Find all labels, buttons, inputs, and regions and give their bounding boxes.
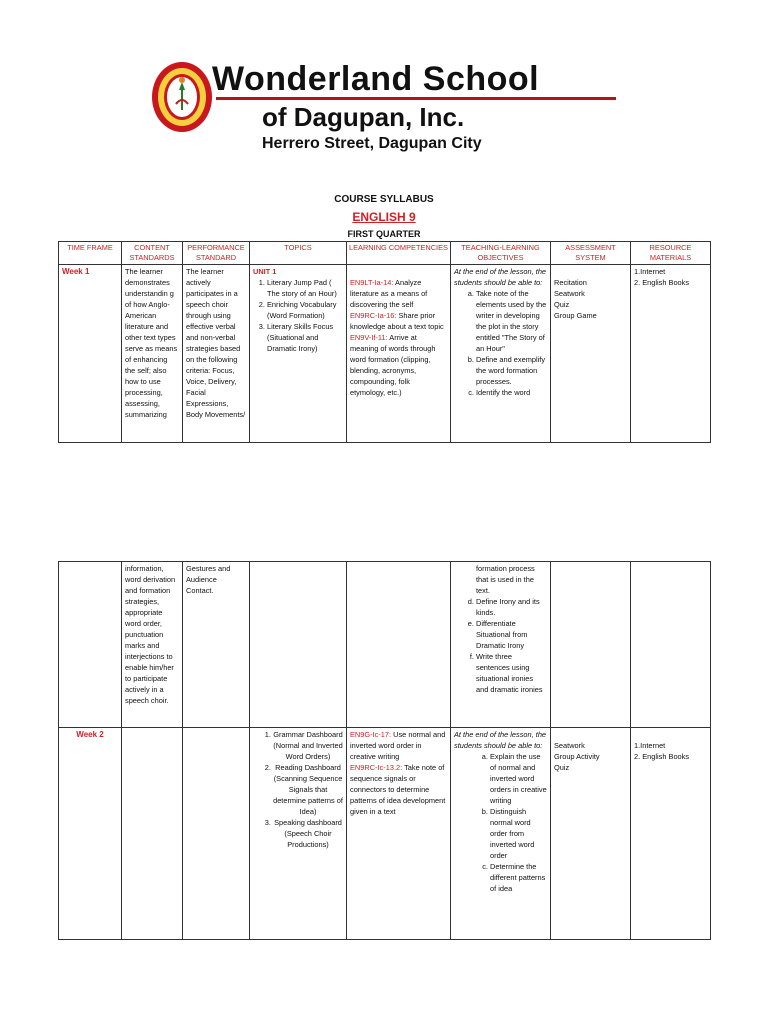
- resource-item: 2. English Books: [634, 278, 690, 287]
- week1-objective-list: [454, 288, 547, 398]
- week1-objective-list-cont: [454, 596, 547, 695]
- header-teaching-objectives: TEACHING-LEARNING OBJECTIVES: [451, 242, 551, 265]
- objectives-intro: At the end of the lesson, the students should be able to:: [454, 730, 547, 750]
- syllabus-title: COURSE SYLLABUS: [334, 194, 434, 205]
- list-item: f. Write three sentences using situational ironies and dramatic ironies: [476, 651, 547, 695]
- competency-item: [350, 332, 447, 398]
- list-item: c. Identify the word: [476, 387, 547, 398]
- assessment-item: Group Activity: [554, 752, 600, 761]
- competency-text: Arrive at meaning of words through word formation (clipping, blending, acronyms, compounding, folk etymology, etc.): [350, 333, 436, 397]
- week1-performance-standard-cont: Gestures and Audience Contact.: [183, 562, 250, 728]
- week1-topics-cont: [250, 562, 347, 728]
- competency-code: EN9RC-Ic-13.2:: [350, 763, 403, 772]
- week2-content-standards: [122, 728, 183, 940]
- objective-continuation: formation process that is used in the text.: [476, 564, 535, 595]
- header-topics: TOPICS: [250, 242, 347, 265]
- school-seal-icon: [150, 60, 214, 134]
- competency-text: Share prior knowledge about a text topic: [350, 311, 444, 331]
- week1-resources-cont: [631, 562, 711, 728]
- assessment-item: Recitation: [554, 278, 587, 287]
- unit-label: UNIT 1: [253, 267, 277, 276]
- week1-assessment: [551, 265, 631, 443]
- resource-item: 1.Internet: [634, 741, 666, 750]
- assessment-item: Quiz: [554, 300, 570, 309]
- header-resource-materials: RESOURCE MATERIALS: [631, 242, 711, 265]
- objectives-intro: At the end of the lesson, the students should be able to:: [454, 267, 547, 287]
- list-item: 1. Grammar Dashboard (Normal and Inverted Word Orders): [273, 729, 343, 762]
- header-time-frame: TIME FRAME: [59, 242, 122, 265]
- week1-performance-standard: The learner actively participates in a speech choir through using effective verbal and non-verbal strategies based on the following criteria: Focus, Voice, Delivery, Facial Expressions, Body Movements/: [183, 265, 250, 443]
- header-assessment-system: ASSESSMENT SYSTEM: [551, 242, 631, 265]
- list-item: a. Take note of the elements used by the writer in developing the plot in the story entitled "The Story of an Hour": [476, 288, 547, 354]
- week1-competencies-cont: [347, 562, 451, 728]
- list-item: 3. Speaking dashboard (Speech Choir Productions): [273, 817, 343, 850]
- week1-resources: [631, 265, 711, 443]
- list-item: 3. Literary Skills Focus (Situational and Dramatic Irony): [267, 321, 343, 354]
- week1-objectives: [451, 265, 551, 443]
- assessment-item: Seatwork: [554, 741, 585, 750]
- resource-item: 1.Internet: [634, 267, 666, 276]
- list-item: b. Distinguish normal word order from inverted word order: [490, 806, 547, 861]
- assessment-item: Group Game: [554, 311, 597, 320]
- table-header-row: [59, 242, 711, 265]
- header-performance-standard: PERFORMANCE STANDARD: [183, 242, 250, 265]
- header-content-standards: CONTENT STANDARDS: [122, 242, 183, 265]
- week2-topics: [250, 728, 347, 940]
- competency-text: Use normal and inverted word order in creative writing: [350, 730, 446, 761]
- competency-code: EN9LT-Ia-14:: [350, 278, 394, 287]
- school-header: [150, 58, 620, 158]
- week2-resources: [631, 728, 711, 940]
- week2-time-frame: Week 2: [59, 728, 122, 940]
- list-item: 1. Literary Jump Pad ( The story of an Hour): [267, 277, 343, 299]
- competency-item: [350, 310, 447, 332]
- syllabus-table-week2: [58, 561, 711, 940]
- week2-competencies: [347, 728, 451, 940]
- week2-objectives: [451, 728, 551, 940]
- week2-topic-list: [253, 729, 343, 850]
- competency-text: Take note of sequence signals or connectors to determine patterns of idea development given in a text: [350, 763, 446, 816]
- competency-item: [350, 762, 447, 817]
- list-item: c. Determine the different patterns of idea: [490, 861, 547, 894]
- assessment-item: Quiz: [554, 763, 570, 772]
- subject-title: ENGLISH 9: [352, 210, 416, 224]
- week1-topics: [250, 265, 347, 443]
- week1-time-frame-cont: [59, 562, 122, 728]
- assessment-item: Seatwork: [554, 289, 585, 298]
- list-item: a. Explain the use of normal and inverted word orders in creative writing: [490, 751, 547, 806]
- school-address: Herrero Street, Dagupan City: [262, 135, 482, 152]
- school-name: Wonderland School: [212, 60, 540, 98]
- header-learning-competencies: LEARNING COMPETENCIES: [347, 242, 451, 265]
- competency-code: EN9V-If-11:: [350, 333, 388, 342]
- week1-competencies: [347, 265, 451, 443]
- list-item: d. Define Irony and its kinds.: [476, 596, 547, 618]
- table-row: [59, 265, 711, 443]
- week1-time-frame: Week 1: [59, 265, 122, 443]
- competency-item: [350, 729, 447, 762]
- competency-code: EN9RC-Ia-16:: [350, 311, 397, 320]
- quarter-title: FIRST QUARTER: [347, 229, 421, 239]
- competency-code: EN9G-Ic-17:: [350, 730, 392, 739]
- table-row: [59, 562, 711, 728]
- week1-content-standards: The learner demonstrates understandin g of how Anglo-American literature and other text types serve as means of enhancing the self; also how to use processing, assessing, summarizing: [122, 265, 183, 443]
- competency-text: Analyze literature as a means of discovering the self: [350, 278, 428, 309]
- school-subname: of Dagupan, Inc.: [262, 102, 465, 132]
- table-row: [59, 728, 711, 940]
- week1-assessment-cont: [551, 562, 631, 728]
- week1-content-standards-cont: information, word derivation and formation strategies, appropriate word order, punctuation marks and interjections to enable him/her to participate actively in a speech choir.: [122, 562, 183, 728]
- syllabus-table-week1: [58, 241, 711, 443]
- list-item: 2. Enriching Vocabulary (Word Formation): [267, 299, 343, 321]
- week1-topic-list: [253, 277, 343, 354]
- list-item: b. Define and exemplify the word formation processes.: [476, 354, 547, 387]
- resource-item: 2. English Books: [634, 752, 690, 761]
- list-item: 2. Reading Dashboard (Scanning Sequence Signals that determine patterns of Idea): [273, 762, 343, 817]
- competency-item: [350, 277, 447, 310]
- week1-objectives-cont: [451, 562, 551, 728]
- week2-objective-list: [454, 751, 547, 894]
- week2-assessment: [551, 728, 631, 940]
- week2-performance-standard: [183, 728, 250, 940]
- list-item: e. Differentiate Situational from Dramatic Irony: [476, 618, 547, 651]
